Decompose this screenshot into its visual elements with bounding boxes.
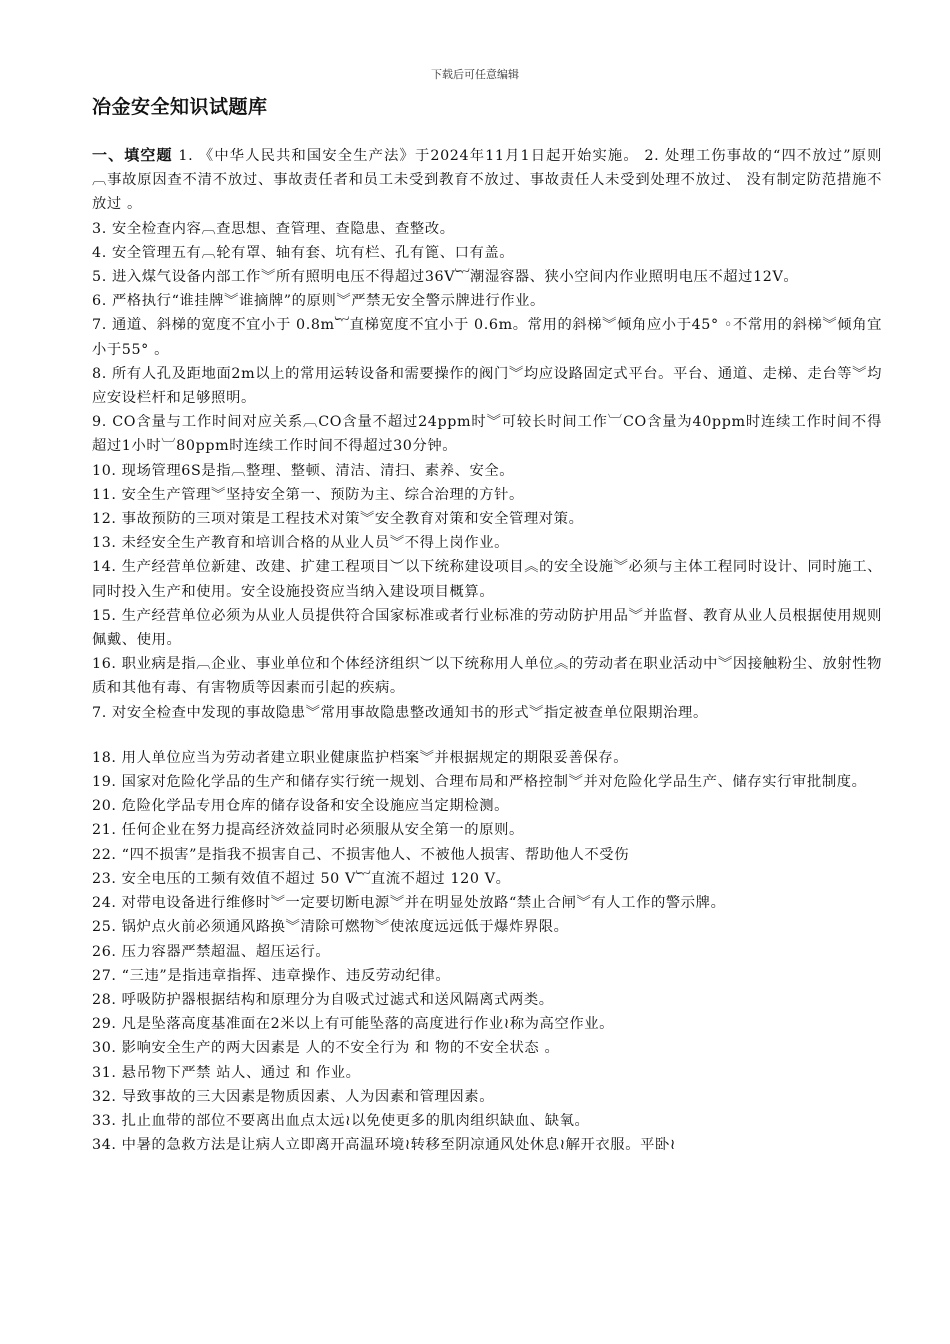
document-body [92,143,882,1157]
question-item: 5. 进入煤气设备内部工作︾所有照明电压不得超过36V︸潮湿容器、狭小空间内作业照明电压不超过12V。 [92,269,799,286]
section-intro-paragraph [92,143,882,217]
question-item: 12. 事故预防的三项对策是工程技术对策︾安全教育对策和安全管理对策。 [92,511,584,528]
question-list [92,217,882,1158]
question-item: 7. 通道、斜梯的宽度不宜小于 0.8m︸直梯宽度不宜小于 0.6m。常用的斜梯︾倾角应小于45° ◦不常用的斜梯︾倾角宜小于55° 。 [92,317,882,358]
question-item: 9. CO含量与工作时间对应关系︹CO含量不超过24ppm时︾可较长时间工作︺CO含量为40ppm时连续工作时间不得超过1小时︺80ppm时连续工作时间不得超过30分钟。 [92,414,882,455]
question-item: 33. 扎止血带的部位不要离出血点太远≀以免使更多的肌肉组织缺血、缺氧。 [92,1112,590,1129]
question-item: 13. 未经安全生产教育和培训合格的从业人员︾不得上岗作业。 [92,535,509,552]
question-item: 8. 所有人孔及距地面2m以上的常用运转设备和需要操作的阀门︾均应设路固定式平台。平台、通道、走梯、走台等︾均应安设栏杆和足够照明。 [92,365,882,407]
question-item: 27. “三违”是指违章指挥、违章操作、违反劳动纪律。 [92,967,451,984]
question-item: 18. 用人单位应当为劳动者建立职业健康监护档案︾并根据规定的期限妥善保存。 [92,749,629,766]
question-item: 24. 对带电设备进行维修时︾一定要切断电源︾并在明显处放路“禁止合闸︾有人工作的警示牌。 [92,895,726,912]
question-item: 30. 影响安全生产的两大因素是 人的不安全行为 和 物的不安全状态 。 [92,1040,560,1057]
question-item: 29. 凡是坠落高度基准面在2米以上有可能坠落的高度进行作业≀称为高空作业。 [92,1016,615,1033]
paragraph-gap [92,725,882,746]
question-item: 26. 压力容器严禁超温、超压运行。 [92,943,331,960]
question-item: 6. 严格执行“谁挂牌︾谁摘牌”的原则︾严禁无安全警示牌进行作业。 [92,293,545,310]
section-first-text: 1. 《中华人民共和国安全生产法》于2024年11月1日起开始实施。 2. 处理工伤事故的“四不放过”原则 ︹事故原因查不清不放过、事故责任者和员工未受到教育不放过、事故责任人未受到处理不放过、 没有制定防范措施不放过 。 [92,148,882,213]
document-title: 冶金安全知识试题库 [92,96,268,118]
question-item: 11. 安全生产管理︾坚持安全第一、预防为主、综合治理的方针。 [92,486,524,503]
question-item: 16. 职业病是指︹企业、事业单位和个体经济组织︶以下统称用人单位︽的劳动者在职业活动中︾因接触粉尘、放射性物质和其他有毒、有害物质等因素而引起的疾病。 [92,656,882,697]
question-item: 32. 导致事故的三大因素是物质因素、人为因素和管理因素。 [92,1088,495,1105]
header-note: 下载后可任意编辑 [431,68,519,81]
question-item: 19. 国家对危险化学品的生产和储存实行统一规划、合理布局和严格控制︾并对危险化学品生产、储存实行审批制度。 [92,774,867,791]
question-item: 21. 任何企业在努力提高经济效益同时必须服从安全第一的原则。 [92,822,524,839]
question-item: 28. 呼吸防护器根据结构和原理分为自吸式过滤式和送风隔离式两类。 [92,991,554,1008]
question-item: 22. “四不损害”是指我不损害自己、不损害他人、不被他人损害、帮助他人不受伤 [92,846,630,863]
question-item: 20. 危险化学品专用仓库的储存设备和安全设施应当定期检测。 [92,798,509,815]
question-item: 23. 安全电压的工频有效值不超过 50 V︸直流不超过 120 V。 [92,870,511,887]
question-item: 7. 对安全检查中发现的事故隐患︾常用事故隐患整改通知书的形式︾指定被查单位限期治理。 [92,704,708,721]
question-item: 31. 悬吊物下严禁 站人、通过 和 作业。 [92,1064,361,1081]
question-item: 15. 生产经营单位必须为从业人员提供符合国家标准或者行业标准的劳动防护用品︾并监督、教育从业人员根据使用规则佩戴、使用。 [92,607,882,649]
question-item: 34. 中暑的急救方法是让病人立即离开高温环境≀转移至阴凉通风处休息≀解开衣服。平卧≀ [92,1137,676,1154]
question-item: 25. 锅炉点火前必须通风路换︾清除可燃物︾使浓度远远低于爆炸界限。 [92,919,569,936]
section-label: 一、填空题 [92,146,173,164]
question-item: 10. 现场管理6S是指︹整理、整顿、清洁、清扫、素养、安全。 [92,462,515,479]
question-item: 3. 安全检查内容︹查思想、查管理、查隐患、查整改。 [92,220,455,237]
question-item: 14. 生产经营单位新建、改建、扩建工程项目︶以下统称建设项目︽的安全设施︾必须与主体工程同时设计、同时施工、同时投入生产和使用。安全设施投资应当纳入建设项目概算。 [92,559,882,600]
question-item: 4. 安全管理五有︹轮有罩、轴有套、坑有栏、孔有篦、口有盖。 [92,244,515,261]
